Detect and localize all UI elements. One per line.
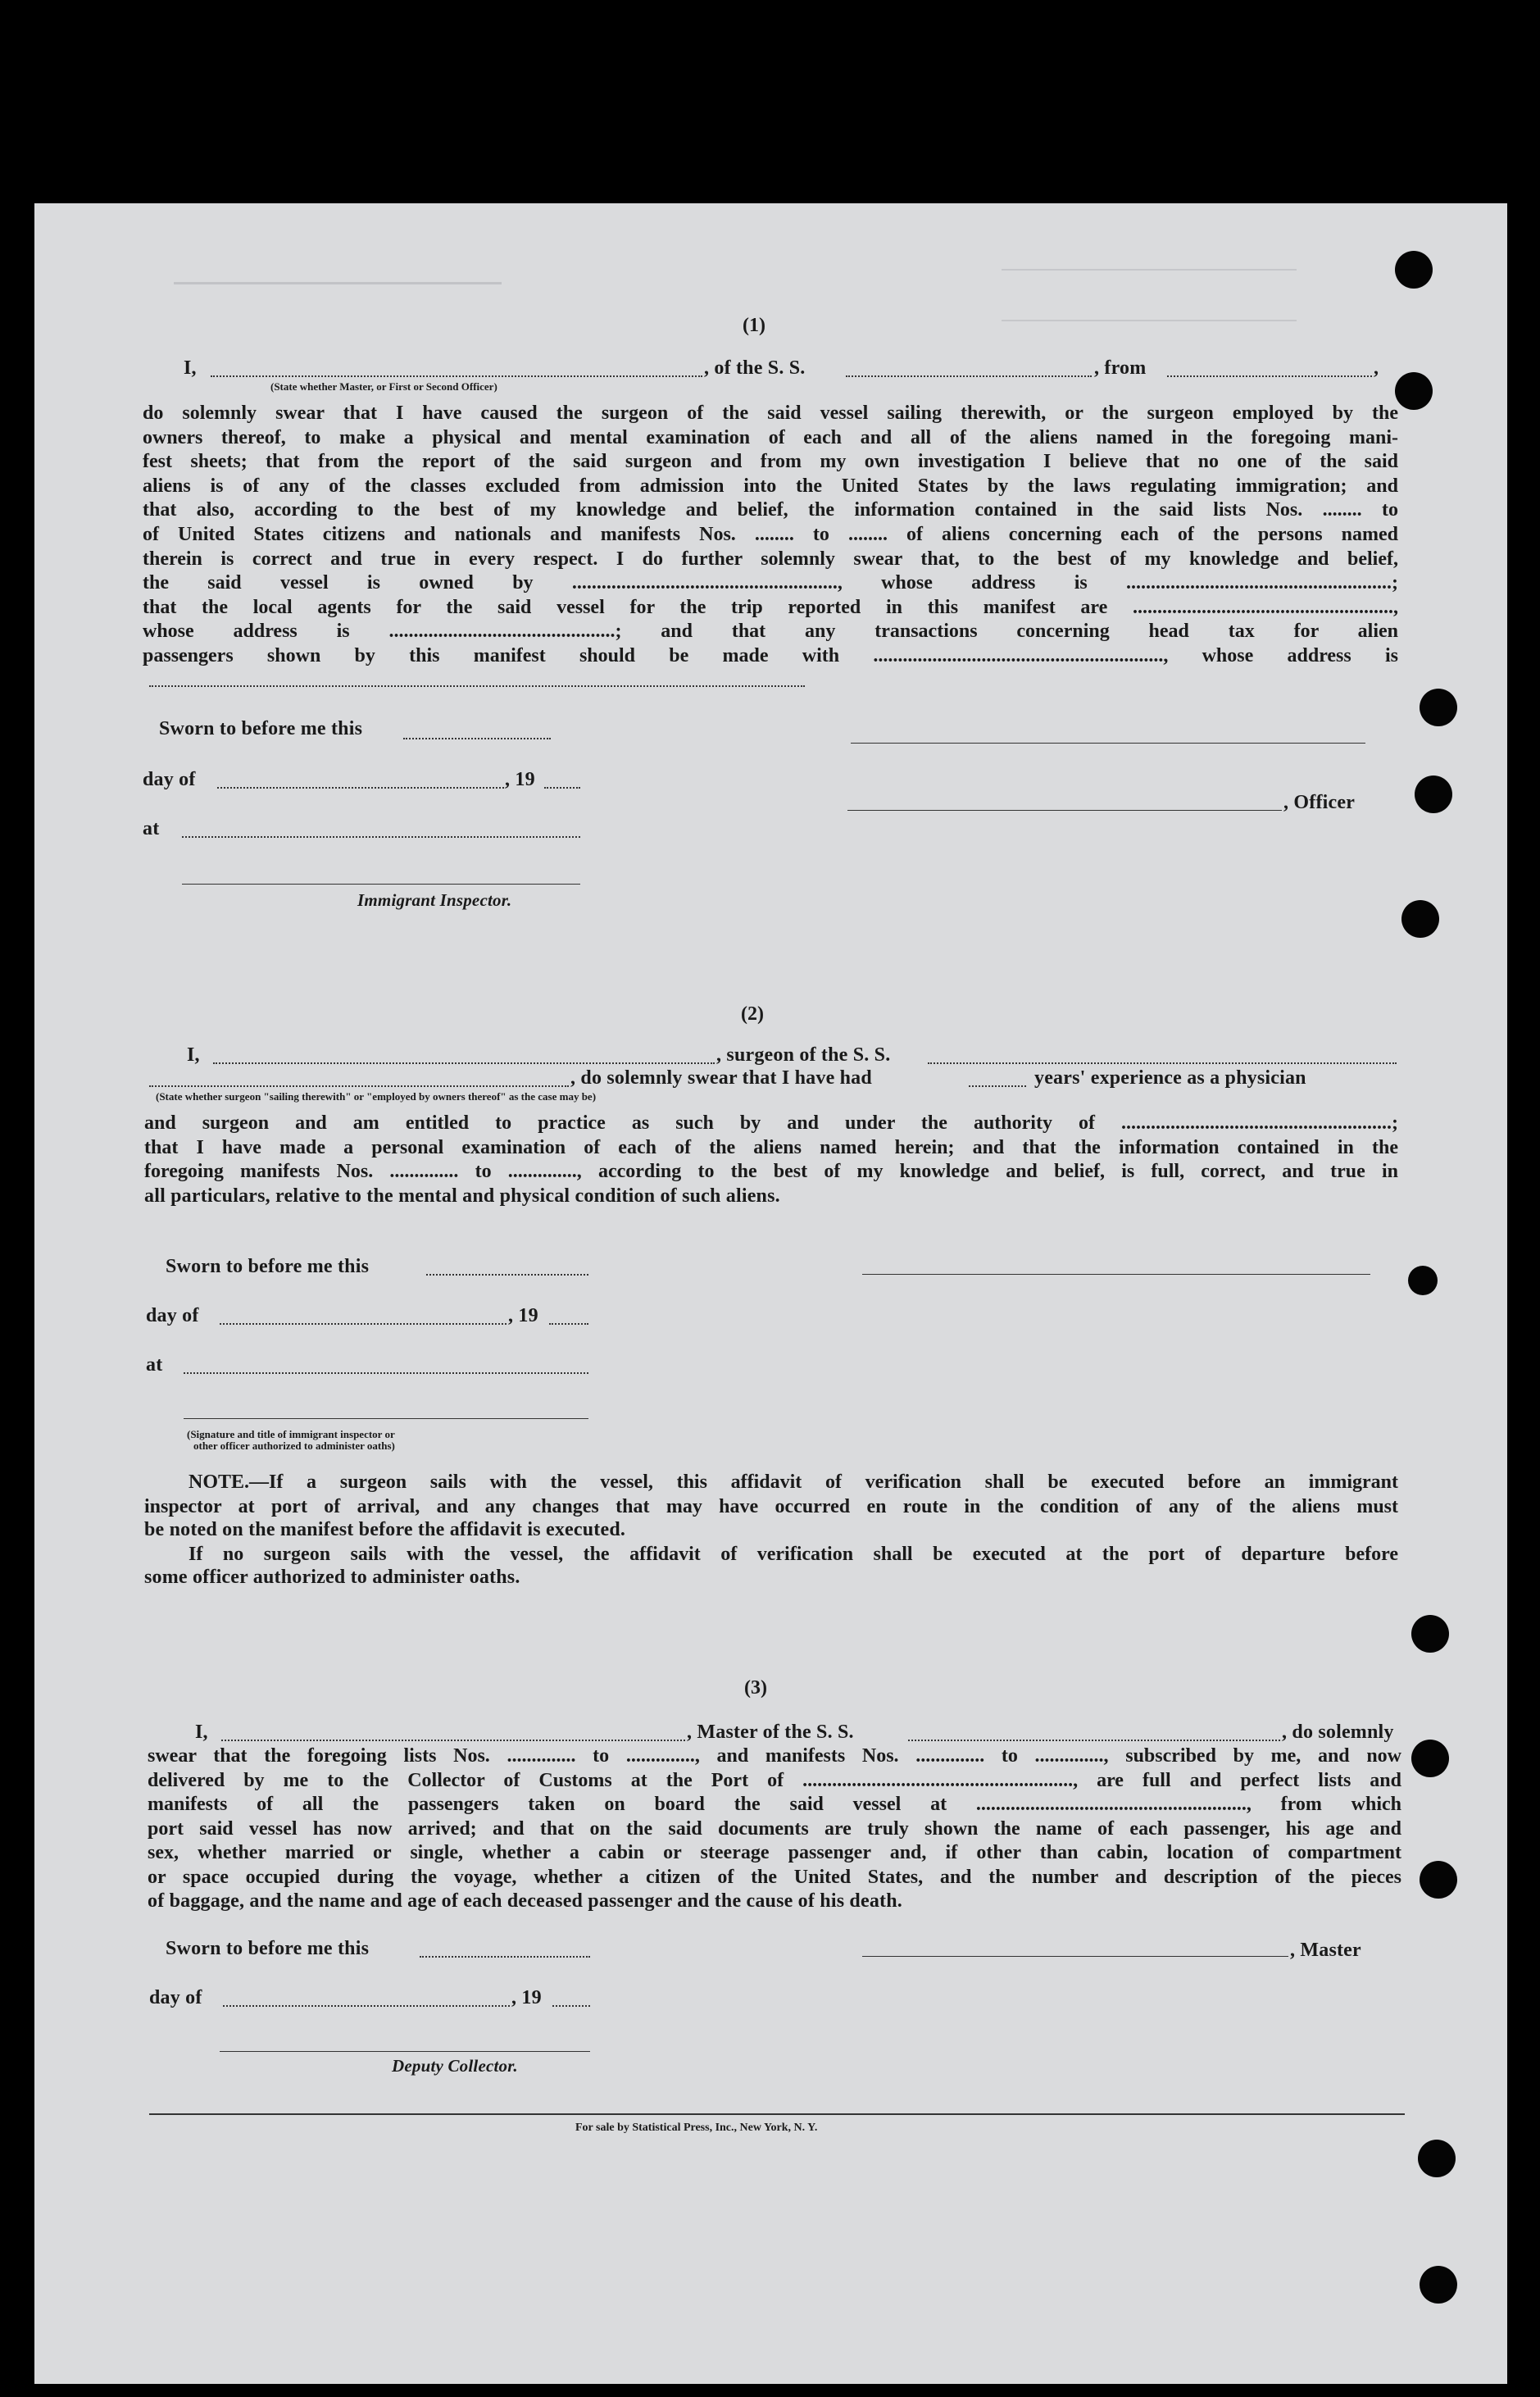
manifest-back-page [34, 203, 1507, 2384]
bleed-through [174, 282, 502, 306]
officer-signature-line[interactable] [851, 743, 1365, 744]
oath-line: sex, whether married or single, whether a cabin or steerage passenger and, if other than cabin, location of compartment [148, 1842, 1401, 1864]
punch-hole [1420, 689, 1457, 726]
section2-i: I, [187, 1044, 200, 1066]
punch-hole [1411, 1615, 1449, 1653]
punch-hole [1411, 1740, 1449, 1777]
oath-line: do solemnly swear that I have caused the surgeon of the said vessel sailing therewith, or the surgeon employed by the [143, 403, 1398, 424]
punch-hole [1401, 900, 1439, 938]
section3-heading: (3) [744, 1677, 767, 1699]
from-port-field[interactable] [1167, 375, 1372, 377]
swear-label: , do solemnly swear that I have had [570, 1067, 872, 1089]
officer-title-line[interactable] [847, 810, 1282, 811]
oath-line: that I have made a personal examination of each of the aliens named herein; and that the information contained in the [144, 1136, 1398, 1158]
master-name-field[interactable] [221, 1740, 685, 1741]
surgeon-vessel-field[interactable] [928, 1062, 1397, 1064]
punch-hole [1418, 2140, 1456, 2177]
inspector-label: Immigrant Inspector. [357, 890, 512, 910]
day-of-label: day of [143, 769, 196, 790]
section1-heading: (1) [743, 315, 765, 336]
collector-label: Deputy Collector. [392, 2056, 518, 2076]
punch-hole [1415, 776, 1452, 813]
oath-line: fest sheets; that from the report of the said surgeon and from my own investigation I believe that no one of the said [143, 451, 1398, 473]
day-field[interactable] [220, 1323, 507, 1325]
oath-line: that also, according to the best of my knowledge and belief, the information contained in the said lists Nos. ........ to [143, 499, 1398, 521]
section3-oath [148, 1744, 1401, 1890]
oath-line: or space occupied during the voyage, whether a citizen of the United States, and the number and description of the pieces [148, 1866, 1401, 1888]
oath-line: foregoing manifests Nos. .............. to .............., according to the best of my knowledge and belief, is full, correct, and true in [144, 1161, 1398, 1183]
oath-line: the said vessel is owned by ......................................................, whose address is ......................................................; [143, 572, 1398, 594]
oath-line: and surgeon and am entitled to practice as such by and under the authority of .......................................................; [144, 1112, 1398, 1134]
oath-line: owners thereof, to make a physical and mental examination of each and all of the aliens named in the foregoing mani- [143, 426, 1398, 448]
note-line: NOTE.—If a surgeon sails with the vessel, this affidavit of verification shall be executed before an immigrant [189, 1471, 1398, 1493]
oath-line: therein is correct and true in every respect. I do further solemnly swear that, to the best of my knowledge and belief, [143, 548, 1398, 570]
years-field[interactable] [969, 1085, 1026, 1087]
master-vessel-field[interactable] [908, 1740, 1280, 1741]
oath-line: passengers shown by this manifest should be made with ..........................................................., whose address is [143, 644, 1398, 666]
oath-line: swear that the foregoing lists Nos. .............. to .............., and manifests Nos. .............. to .............., subscribed by me, and now [148, 1745, 1401, 1767]
at-place-field[interactable] [182, 836, 580, 838]
surgeon-name-field[interactable] [213, 1062, 715, 1064]
inspector-signature-line[interactable] [182, 884, 580, 885]
inspector-signature-line[interactable] [184, 1418, 588, 1419]
oath-line: manifests of all the passengers taken on board the said vessel at ......................................................., from which [148, 1794, 1401, 1816]
punch-hole [1395, 251, 1433, 289]
oath-line: aliens is of any of the classes excluded from admission into the United States by the laws regulating immigration; and [143, 475, 1398, 497]
master-signature-line[interactable] [862, 1956, 1288, 1957]
day-of-label: day of [149, 1987, 202, 2008]
oath-last-line: of baggage, and the name and age of each deceased passenger and the cause of his death. [148, 1890, 902, 1912]
at-place-field[interactable] [184, 1372, 588, 1374]
printer-imprint: For sale by Statistical Press, Inc., New York, N. Y. [575, 2122, 818, 2134]
oath-line: port said vessel has now arrived; and that on the said documents are truly shown the name of each passenger, his age and [148, 1817, 1401, 1840]
surgeon-of-label: , surgeon of the S. S. [716, 1044, 891, 1066]
comma: , [1374, 357, 1379, 379]
note-line: If no surgeon sails with the vessel, the affidavit of verification shall be executed at the port of departure before [189, 1544, 1398, 1565]
day-field[interactable] [223, 2005, 510, 2007]
sworn-label: Sworn to before me this [166, 1938, 370, 1959]
of-ss-label: , of the S. S. [704, 357, 806, 379]
officer-label: , Officer [1283, 792, 1356, 813]
note-text-2 [144, 1543, 1398, 1567]
collector-signature-line[interactable] [220, 2051, 590, 2052]
punch-hole [1395, 372, 1433, 410]
footer-rule [149, 2113, 1405, 2115]
year-field[interactable] [552, 2005, 590, 2007]
note-line: inspector at port of arrival, and any changes that may have occurred en route in the condition of any of the aliens must [144, 1495, 1398, 1517]
oath-line: that the local agents for the said vessel for the trip reported in this manifest are ....................................................., [143, 596, 1398, 618]
oath-line: whose address is ..............................................; and that any transactions concerning head tax for alien [143, 621, 1398, 643]
from-label: , from [1094, 357, 1147, 379]
year-field[interactable] [549, 1323, 588, 1325]
years-label: years' experience as a physician [1034, 1067, 1306, 1089]
section2-heading: (2) [741, 1003, 764, 1025]
oath-line: delivered by me to the Collector of Customs at the Port of ......................................................., are full and perfect lists and [148, 1769, 1401, 1791]
section2-oath [144, 1112, 1398, 1185]
punch-hole [1420, 1861, 1457, 1899]
year-label: , 19 [505, 769, 535, 790]
oath-last-line: all particulars, relative to the mental and physical condition of such aliens. [144, 1185, 780, 1207]
solemnly-label: , do solemnly [1282, 1722, 1394, 1743]
at-label: at [146, 1354, 163, 1376]
master-label: , Master [1290, 1940, 1361, 1961]
officer-hint: (State whether Master, or First or Second Officer) [270, 380, 497, 393]
vessel-name-field[interactable] [846, 375, 1092, 377]
note-line: be noted on the manifest before the affidavit is executed. [144, 1519, 626, 1540]
oath-line: of United States citizens and nationals and manifests Nos. ........ to ........ of aliens concerning each of the persons named [143, 523, 1398, 545]
surgeon-status-field[interactable] [149, 1085, 569, 1087]
section3-i: I, [195, 1722, 208, 1743]
sworn-date-field[interactable] [420, 1956, 590, 1958]
day-field[interactable] [217, 787, 504, 789]
surgeon-signature-line[interactable] [862, 1274, 1370, 1275]
signature-hint: other officer authorized to administer oaths) [193, 1440, 395, 1452]
section1-i: I, [184, 357, 197, 379]
officer-name-field[interactable] [211, 375, 702, 377]
bleed-through [1002, 269, 1297, 321]
section1-oath [143, 402, 1398, 669]
note-line: some officer authorized to administer oaths. [144, 1567, 520, 1588]
surgeon-hint: (State whether surgeon "sailing therewith" or "employed by owners thereof" as the case may be) [156, 1090, 597, 1103]
sworn-label: Sworn to before me this [159, 718, 363, 739]
day-of-label: day of [146, 1305, 199, 1326]
master-of-label: , Master of the S. S. [687, 1722, 854, 1743]
at-label: at [143, 818, 160, 839]
note-text [144, 1471, 1398, 1519]
address-continuation-field[interactable] [149, 685, 805, 687]
year-field[interactable] [544, 787, 580, 789]
year-label: , 19 [508, 1305, 538, 1326]
year-label: , 19 [511, 1987, 542, 2008]
signature-hint: (Signature and title of immigrant inspector or [187, 1428, 395, 1440]
binding-mark [1408, 1266, 1438, 1295]
sworn-date-field[interactable] [426, 1274, 588, 1276]
punch-hole [1420, 2266, 1457, 2304]
sworn-label: Sworn to before me this [166, 1256, 370, 1277]
sworn-date-field[interactable] [403, 738, 551, 739]
